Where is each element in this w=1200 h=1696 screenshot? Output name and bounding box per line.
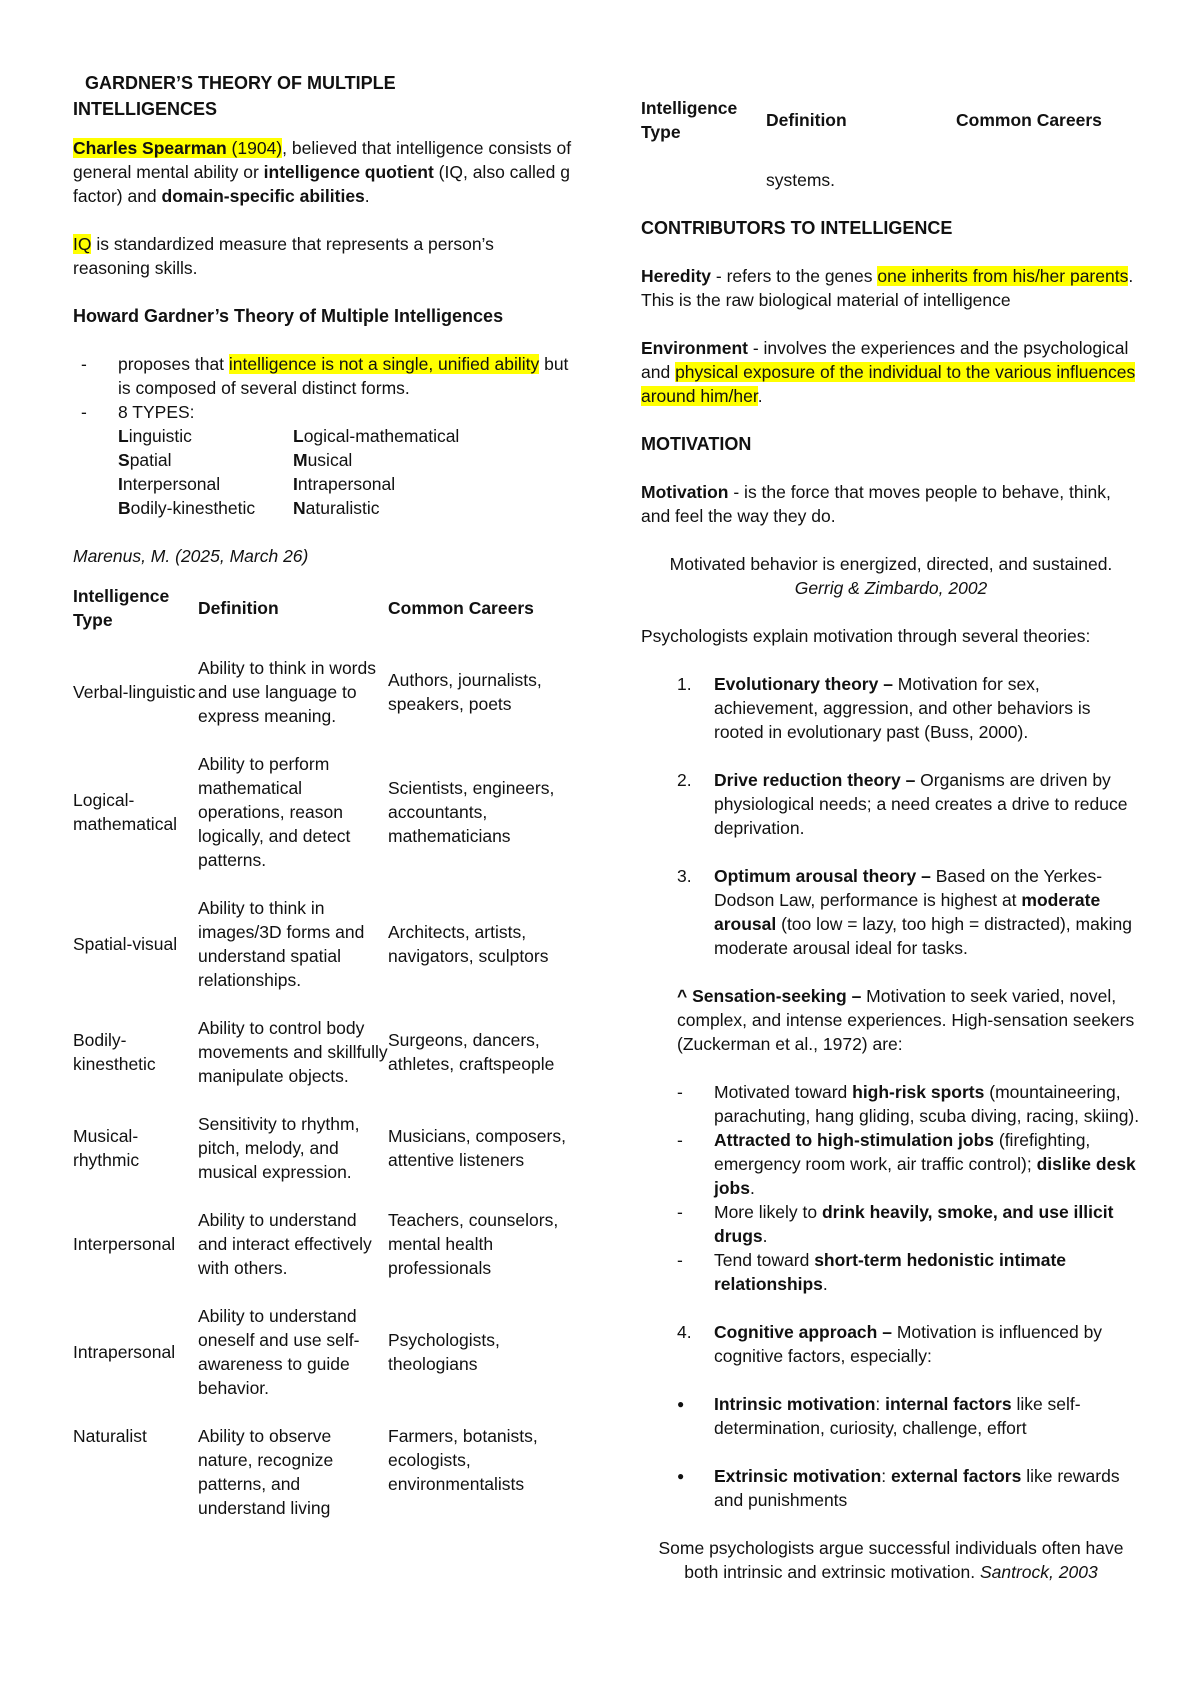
column-header: Common Careers <box>956 110 1102 130</box>
list-item: 2. Drive reduction theory – Organisms are driven by physiological needs; a need creates a drive to reduce deprivation. <box>677 770 1128 838</box>
citation: Marenus, M. (2025, March 26) <box>73 546 309 566</box>
quote-source: Gerrig & Zimbardo, 2002 <box>794 578 988 598</box>
heredity-paragraph: Heredity - refers to the genes one inherits from his/her parents. This is the raw biological material of intelligence <box>641 266 1134 310</box>
list-item: - Attracted to high-stimulation jobs (firefighting, emergency room work, air traffic control); dislike desk jobs. <box>641 1128 1141 1200</box>
list-item: 3. Optimum arousal theory – Based on the Yerkes-Dodson Law, performance is highest at moderate arousal (too low = lazy, too high = distracted), making moderate arousal ideal for tasks. <box>677 866 1132 958</box>
theories-list <box>641 768 1141 840</box>
cognitive-list <box>641 1392 1141 1440</box>
type-item: Bodily-kinesthetic <box>118 498 256 518</box>
theories-intro: Psychologists explain motivation through several theories: <box>641 626 1091 646</box>
motivation-heading: MOTIVATION <box>641 434 752 454</box>
type-item: Logical-mathematical <box>293 426 460 446</box>
table-row: Interpersonal Ability to understand and interact effectively with others. Teachers, counselors, mental health professionals <box>73 1210 559 1278</box>
environment-paragraph: Environment - involves the experiences and the psychological and physical exposure of the individual to the various influences around him/her. <box>641 338 1136 406</box>
column-header: Common Careers <box>388 598 534 618</box>
right-column <box>641 96 1141 1584</box>
theories-list <box>641 1320 1141 1368</box>
type-item: Spatial <box>118 450 172 470</box>
quote: Motivated behavior is energized, directed, and sustained. <box>669 554 1113 574</box>
list-item: - Tend toward short-term hedonistic intimate relationships. <box>641 1248 1141 1296</box>
type-item: Naturalistic <box>293 498 380 518</box>
table-row: Intrapersonal Ability to understand oneself and use self-awareness to guide behavior. Psychologists, theologians <box>73 1306 500 1398</box>
list-item: - Motivated toward high-risk sports (mountaineering, parachuting, hang gliding, scuba diving, racing, skiing). <box>641 1080 1141 1128</box>
cognitive-list <box>641 1464 1141 1512</box>
type-item: Musical <box>293 450 353 470</box>
sensation-seeking: ^ Sensation-seeking – Motivation to seek varied, novel, complex, and intense experiences. High-sensation seekers (Zuckerman et al., 1972) are: <box>677 986 1135 1054</box>
gardner-list <box>73 352 573 520</box>
intelligence-table <box>73 584 573 1520</box>
table-row: Logical-mathematical Ability to perform mathematical operations, reason logically, and detect patterns. Scientists, engineers, accountants, mathematicians <box>73 754 555 870</box>
sensation-list <box>641 1080 1141 1296</box>
column-header: Definition <box>198 598 279 618</box>
list-item: - 8 TYPES: Linguistic Logical-mathematical Spatial Musical Interpersonal Intrapersonal Bodily-kinesthetic Naturalistic <box>73 400 573 520</box>
table-row: Musical-rhythmic Sensitivity to rhythm, pitch, melody, and musical expression. Musicians, composers, attentive listeners <box>73 1114 566 1182</box>
table-row: systems. <box>766 170 836 190</box>
table-row: Naturalist Ability to observe nature, recognize patterns, and understand living Farmers, botanists, ecologists, environmentalists <box>73 1426 538 1518</box>
spearman-paragraph: Charles Spearman (1904), believed that intelligence consists of general mental ability or intelligence quotient (IQ, also called g factor) and domain-specific abilities. <box>73 138 572 206</box>
gardner-heading: Howard Gardner’s Theory of Multiple Intelligences <box>73 306 504 326</box>
table-row: Bodily-kinesthetic Ability to control body movements and skillfully manipulate objects. Surgeons, dancers, athletes, craftspeople <box>73 1018 555 1086</box>
column-header: Intelligence Type <box>73 586 170 630</box>
list-item: 1. Evolutionary theory – Motivation for sex, achievement, aggression, and other behaviors is rooted in evolutionary past (Buss, 2000). <box>677 674 1091 742</box>
intelligence-table-continued <box>641 96 1121 192</box>
table-row: Verbal-linguistic Ability to think in words and use language to express meaning. Authors, journalists, speakers, poets <box>73 658 542 726</box>
list-item: - More likely to drink heavily, smoke, and use illicit drugs. <box>641 1200 1141 1248</box>
closing-paragraph: Some psychologists argue successful individuals often have both intrinsic and extrinsic motivation. Santrock, 2003 <box>658 1538 1124 1582</box>
list-item: ● Extrinsic motivation: external factors like rewards and punishments <box>641 1464 1141 1512</box>
theories-list <box>641 672 1141 744</box>
column-header: Intelligence Type <box>641 98 738 142</box>
table-row: Spatial-visual Ability to think in images/3D forms and understand spatial relationships. Architects, artists, navigators, sculptors <box>73 898 549 990</box>
left-column <box>73 70 573 1520</box>
theories-list <box>641 864 1141 960</box>
list-item: - proposes that intelligence is not a single, unified ability but is composed of several distinct forms. <box>73 352 573 400</box>
type-item: Intrapersonal <box>293 474 396 494</box>
list-item: ● Intrinsic motivation: internal factors like self-determination, curiosity, challenge, effort <box>641 1392 1141 1440</box>
table-header-row <box>73 584 573 632</box>
page-title: GARDNER’S THEORY OF MULTIPLE INTELLIGENCES <box>73 73 396 119</box>
list-item: 4. Cognitive approach – Motivation is influenced by cognitive factors, especially: <box>677 1322 1103 1366</box>
types-grid <box>118 424 573 520</box>
table-header-row <box>641 96 1121 144</box>
type-item: Interpersonal <box>118 474 221 494</box>
motivation-definition: Motivation - is the force that moves people to behave, think, and feel the way they do. <box>641 482 1111 526</box>
column-header: Definition <box>766 110 847 130</box>
iq-paragraph: IQ is standardized measure that represents a person’s reasoning skills. <box>73 234 494 278</box>
contributors-heading: CONTRIBUTORS TO INTELLIGENCE <box>641 218 953 238</box>
spearman-highlight: Charles Spearman (1904) <box>73 138 283 158</box>
type-item: Linguistic <box>118 426 192 446</box>
